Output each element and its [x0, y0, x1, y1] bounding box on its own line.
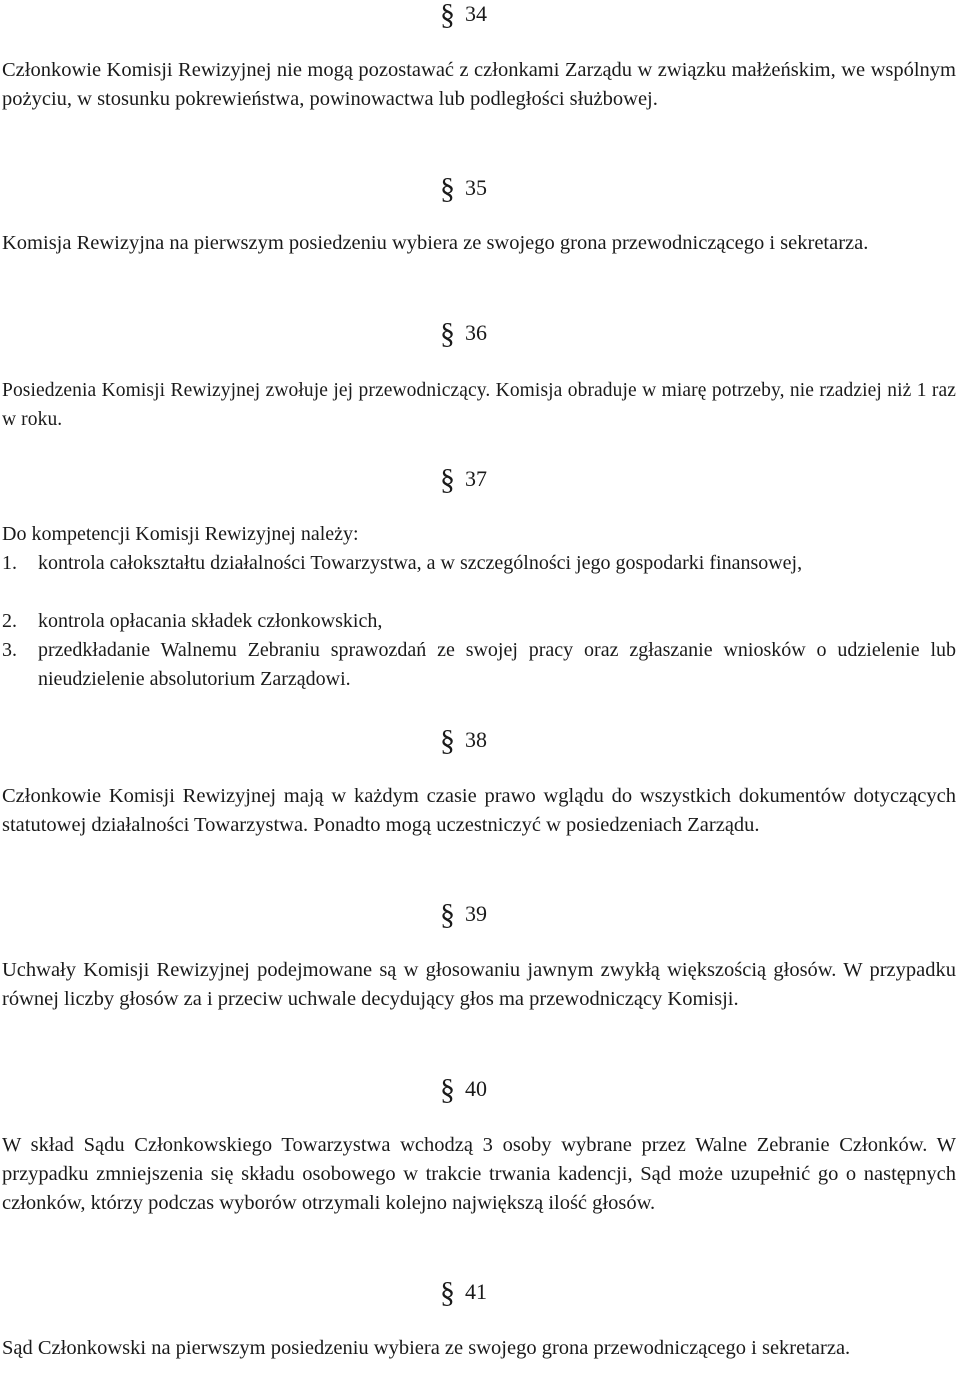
- section-number: 39: [465, 901, 487, 926]
- section-number: 38: [465, 727, 487, 752]
- section-mark: §: [440, 0, 455, 31]
- section-36-paragraph: Posiedzenia Komisji Rewizyjnej zwołuje jej przewodniczący. Komisja obraduje w miarę potrzeby, nie rzadziej niż 1 raz w roku.: [2, 380, 956, 430]
- section-40-paragraph: W skład Sądu Członkowskiego Towarzystwa wchodzą 3 osoby wybrane przez Walne Zebranie Członków. W przypadku zmniejszenia się składu osobowego w trakcie trwania kadencji, Sąd może uzupełnić go o następnych członków, którzy podczas wyborów otrzymali kolejno największą ilość głosów.: [2, 1134, 956, 1214]
- section-number: 40: [465, 1076, 487, 1101]
- section-35-paragraph: Komisja Rewizyjna na pierwszym posiedzeniu wybiera ze swojego grona przewodniczącego i sekretarza.: [2, 232, 869, 254]
- section-mark: §: [440, 317, 455, 350]
- list-item-text: kontrola całokształtu działalności Towarzystwa, a w szczególności jego gospodarki finansowej,: [38, 552, 803, 574]
- section-36-heading: [440, 317, 560, 350]
- section-mark: §: [440, 172, 455, 205]
- section-number: 36: [465, 320, 487, 345]
- section-number: 41: [465, 1279, 487, 1304]
- section-41-heading: [440, 1276, 560, 1309]
- list-item: [2, 607, 956, 636]
- section-37-intro: Do kompetencji Komisji Rewizyjnej należy:: [2, 523, 359, 545]
- section-number: 37: [465, 466, 487, 491]
- section-number: 34: [465, 1, 487, 26]
- section-38-paragraph: Członkowie Komisji Rewizyjnej mają w każdym czasie prawo wglądu do wszystkich dokumentów dotyczących statutowej działalności Towarzystwa. Ponadto mogą uczestniczyć w posiedzeniach Zarządu.: [2, 785, 956, 836]
- section-34-paragraph: Członkowie Komisji Rewizyjnej nie mogą pozostawać z członkami Zarządu w związku małżeńskim, we wspólnym pożyciu, w stosunku pokrewieństwa, powinowactwa lub podległości służbowej.: [2, 59, 956, 110]
- section-mark: §: [440, 463, 455, 496]
- list-item: [2, 549, 956, 578]
- list-item-text: przedkładanie Walnemu Zebraniu sprawozdań ze swojej pracy oraz zgłaszanie wniosków o udzielenie lub nieudzielenie absolutorium Zarządowi.: [38, 639, 956, 690]
- list-item: [2, 636, 956, 694]
- section-35-heading: [440, 172, 560, 205]
- list-item-text: kontrola opłacania składek członkowskich,: [38, 610, 383, 632]
- section-mark: §: [440, 1073, 455, 1106]
- section-38-heading: [440, 724, 560, 757]
- section-number: 35: [465, 175, 487, 200]
- section-mark: §: [440, 724, 455, 757]
- section-mark: §: [440, 1276, 455, 1309]
- list-item-number: 3.: [2, 639, 17, 661]
- section-37-heading: [440, 463, 560, 496]
- section-34-heading: [440, 0, 560, 31]
- section-41-paragraph: Sąd Członkowski na pierwszym posiedzeniu wybiera ze swojego grona przewodniczącego i sekretarza.: [2, 1337, 851, 1359]
- section-mark: §: [440, 898, 455, 931]
- list-item-number: 2.: [2, 610, 17, 632]
- section-39-heading: [440, 898, 560, 931]
- list-item-number: 1.: [2, 552, 17, 574]
- section-40-heading: [440, 1073, 560, 1106]
- section-39-paragraph: Uchwały Komisji Rewizyjnej podejmowane są w głosowaniu jawnym zwykłą większością głosów. W przypadku równej liczby głosów za i przeciw uchwale decydujący głos ma przewodniczący Komisji.: [2, 959, 956, 1010]
